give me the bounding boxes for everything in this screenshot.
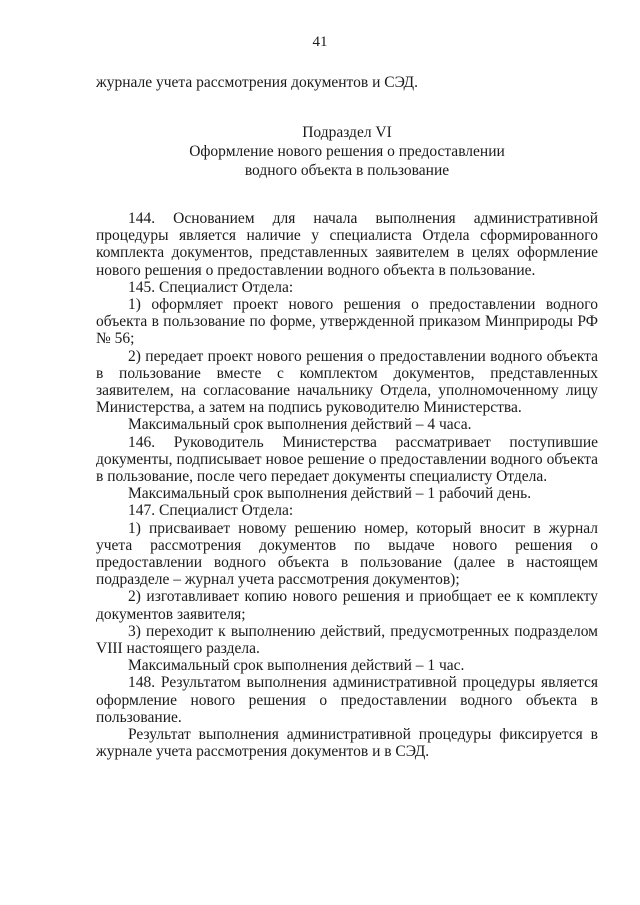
paragraph-144: 144. Основанием для начала выполнения административной процедуры является наличие у специалиста Отдела сформированного комплекта документов, представленных заявителем в целях оформление нового решения о предоставлении водного объекта в пользование. [96,210,598,279]
body-text [96,210,598,761]
section-heading [96,123,598,180]
section-title-line-2: водного объекта в пользование [244,162,450,179]
paragraph-148-result: Результат выполнения административной процедуры фиксируется в журнале учета рассмотрения документов и в СЭД. [96,726,598,761]
paragraph-145: 145. Специалист Отдела: [128,278,294,296]
paragraph-145-deadline: Максимальный срок выполнения действий – 4 часа. [128,416,472,434]
paragraph-146-deadline: Максимальный срок выполнения действий – 1 рабочий день. [128,485,532,503]
paragraph-147-deadline: Максимальный срок выполнения действий – 1 час. [128,657,465,675]
paragraph-147-item-2: 2) изготавливает копию нового решения и приобщает ее к комплекту документов заявителя; [96,588,598,623]
paragraph-148: 148. Результатом выполнения административной процедуры является оформление нового решения о предоставлении водного объекта в пользование. [96,674,598,726]
paragraph-147: 147. Специалист Отдела: [128,502,294,520]
page-number: 41 [312,34,328,50]
paragraph-145-item-1: 1) оформляет проект нового решения о предоставлении водного объекта в пользование по форме, утвержденной приказом Минприроды РФ № 56; [96,296,598,348]
paragraph-147-item-3: 3) переходит к выполнению действий, предусмотренных подразделом VIII настоящего раздела. [96,622,598,658]
section-title-line-1: Оформление нового решения о предоставлении [189,143,505,160]
paragraph-145-item-2: 2) передает проект нового решения о предоставлении водного объекта в пользование вместе с комплектом документов, представленных заявителем, на согласование начальнику Отдела, уполномоченному лицу Министерства, а затем на подпись руководителю Министерства. [96,347,598,417]
paragraph-146: 146. Руководитель Министерства рассматривает поступившие документы, подписывает новое решение о предоставлении водного объекта в пользование, после чего передает документы специалисту Отдела. [96,433,598,486]
section-label: Подраздел VI [302,124,392,141]
carry-over-text: журнале учета рассмотрения документов и СЭД. [96,74,418,91]
paragraph-147-item-1: 1) присваивает новому решению номер, который вносит в журнал учета рассмотрения документов по выдаче нового решения о предоставлении водного объекта в пользование (далее в настоящем подразделе – журнал учета рассмотрения документов); [96,519,598,589]
